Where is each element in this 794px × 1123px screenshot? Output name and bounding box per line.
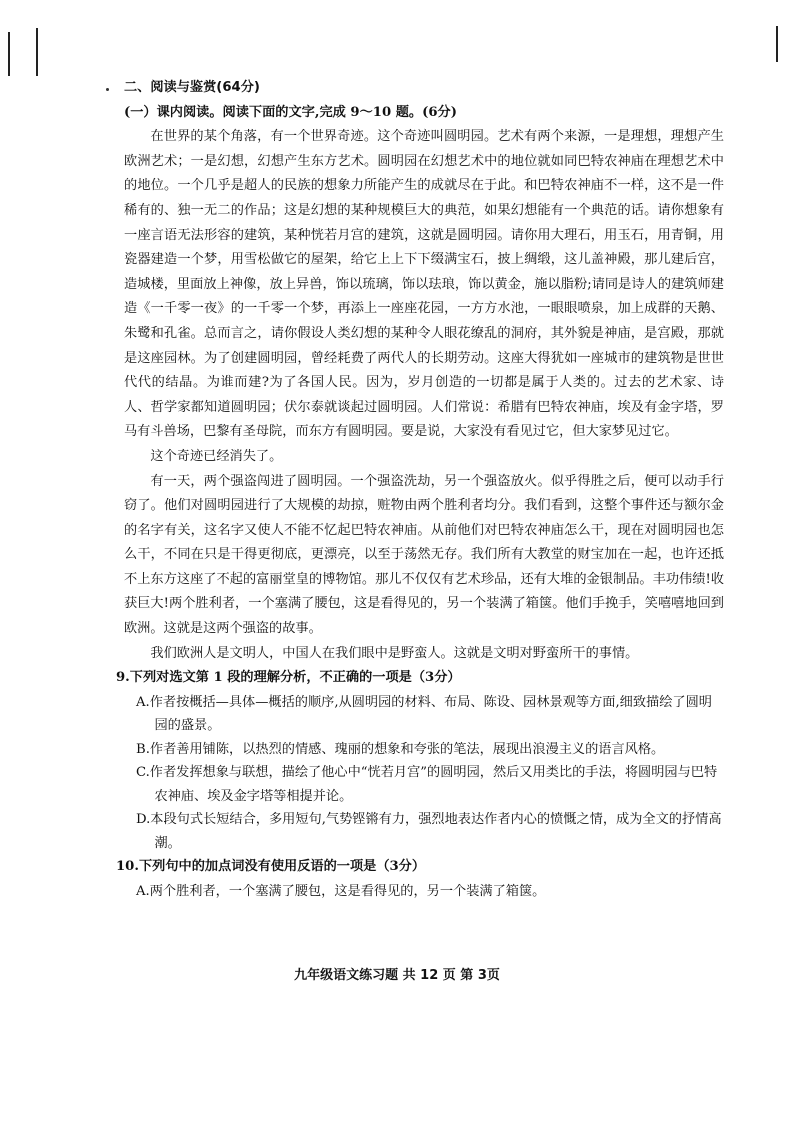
scan-edge-left-2 [36, 28, 38, 76]
question-9-option-c: C.作者发挥想象与联想，描绘了他心中“恍若月宫”的圆明园，然后又用类比的手法，将圆明园与巴特农神庙、埃及金字塔等相提并论。 [136, 765, 718, 804]
page-footer: 九年级语文练习题 共 12 页 第 3页 [294, 968, 500, 983]
exam-page [116, 76, 724, 903]
passage-paragraph-1: 在世界的某个角落，有一个世界奇迹。这个奇迹叫圆明园。艺术有两个来源，一是理想，理想产生欧洲艺术；一是幻想，幻想产生东方艺术。圆明园在幻想艺术中的地位就如同巴特农神庙在理想艺术中的地位。一个几乎是超人的民族的想象力所能产生的成就尽在于此。和巴特农神庙不一样，这不是一件稀有的、独一无二的作品；这是幻想的某种规模巨大的典范，如果幻想能有一个典范的话。请你想象有一座言语无法形容的建筑，某种恍若月宫的建筑，这就是圆明园。请你用大理石，用玉石，用青铜，用瓷器建造一个梦，用雪松做它的屋架，给它上上下下缀满宝石，披上绸缎，这儿盖神殿，那儿建后宫，造城楼，里面放上神像，放上异兽，饰以琉璃，饰以珐琅，饰以黄金，施以脂粉;请同是诗人的建筑师建造《一千零一夜》的一千零一个梦，再添上一座座花园，一方方水池，一眼眼喷泉，加上成群的天鹅、朱鹭和孔雀。总而言之，请你假设人类幻想的某种令人眼花缭乱的洞府，其外貌是神庙，是宫殿，那就是这座园林。为了创建圆明园，曾经耗费了两代人的长期劳动。这座大得犹如一座城市的建筑物是世世代代的结晶。为谁而建?为了各国人民。因为，岁月创造的一切都是属于人类的。过去的艺术家、诗人、哲学家都知道圆明园；伏尔泰就谈起过圆明园。人们常说：希腊有巴特农神庙，埃及有金字塔，罗马有斗兽场，巴黎有圣母院，而东方有圆明园。要是说，大家没有看见过它，但大家梦见过它。 [124, 129, 724, 440]
section-title: 二、阅读与鉴赏(64分) [124, 80, 260, 95]
bullet-dot [106, 88, 109, 91]
scan-edge-right [776, 26, 778, 62]
question-10-stem: 10.下列句中的加点词没有使用反语的一项是（3分） [116, 859, 426, 875]
passage-paragraph-4: 我们欧洲人是文明人，中国人在我们眼中是野蛮人。这就是文明对野蛮所干的事情。 [150, 645, 639, 661]
question-9-stem: 9.下列对选文第 1 段的理解分析，不正确的一项是（3分） [116, 670, 461, 686]
question-9-option-a: A.作者按概括—具体—概括的顺序,从圆明园的材料、布局、陈设、园林景观等方面,细致描绘了圆明园的盛景。 [136, 694, 712, 734]
question-10-option-a: A.两个胜利者，一个塞满了腰包，这是看得见的，另一个装满了箱箧。 [136, 883, 546, 899]
passage-paragraph-3: 有一天，两个强盗闯进了圆明园。一个强盗洗劫，另一个强盗放火。似乎得胜之后，便可以动手行窃了。他们对圆明园进行了大规模的劫掠，赃物由两个胜利者均分。我们看到，这整个事件还与额尔金的名字有关，这名字又使人不能不忆起巴特农神庙。从前他们对巴特农神庙怎么干，现在对圆明园也怎么干，不同在只是干得更彻底，更漂亮，以至于荡然无存。我们所有大教堂的财宝加在一起，也许还抵不上东方这座了不起的富丽堂皇的博物馆。那儿不仅仅有艺术珍品，还有大堆的金银制品。丰功伟绩!收获巨大!两个胜利者，一个塞满了腰包，这是看得见的，另一个装满了箱箧。他们手挽手，笑嘻嘻地回到欧洲。这就是这两个强盗的故事。 [124, 473, 724, 637]
question-9-option-b: B.作者善用铺陈，以热烈的情感、瑰丽的想象和夸张的笔法，展现出浪漫主义的语言风格。 [136, 741, 665, 757]
question-9-option-d: D.本段句式长短结合，多用短句,气势铿锵有力，强烈地表达作者内心的愤慨之情，成为全文的抒情高潮。 [136, 812, 722, 851]
subsection-title: (一）课内阅读。阅读下面的文字,完成 9～10 题。(6分) [124, 104, 457, 120]
scan-edge-left [8, 32, 10, 76]
passage-paragraph-2: 这个奇迹已经消失了。 [150, 448, 283, 464]
